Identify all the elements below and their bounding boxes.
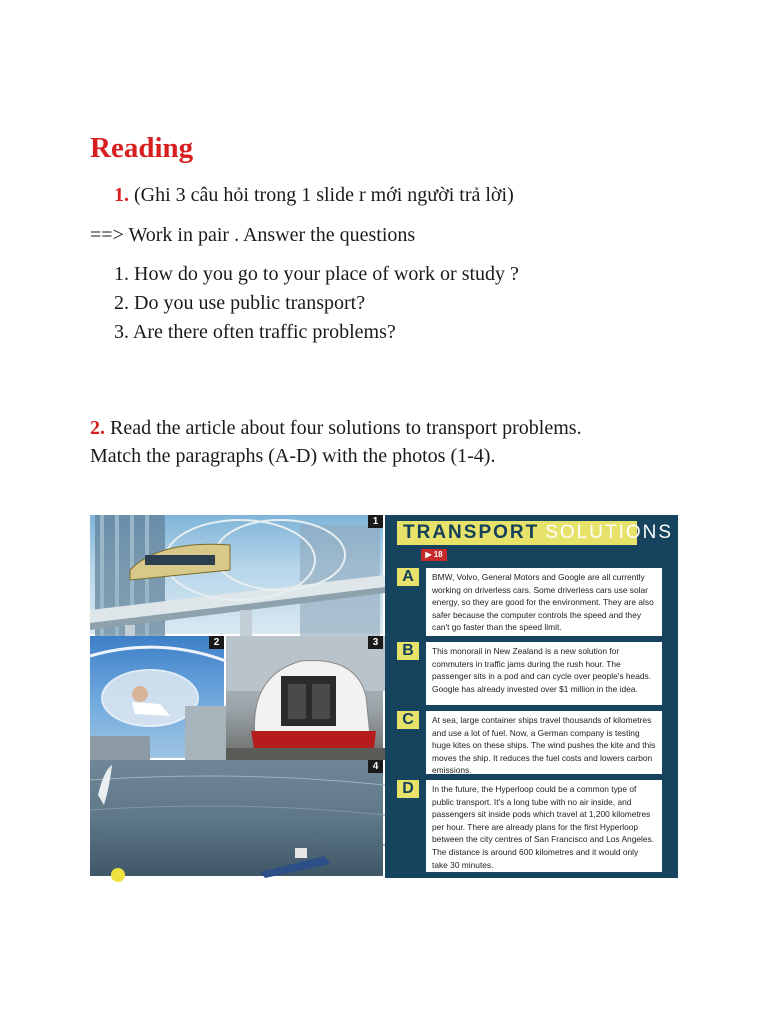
task2-number: 2. (90, 417, 105, 439)
question-3: 3. Are there often traffic problems? (114, 321, 396, 343)
title-sub: SOLUTIONS (545, 522, 674, 543)
textbook-figure (90, 515, 678, 878)
ship-illustration (90, 760, 385, 878)
task2-line2: Match the paragraphs (A-D) with the photos (1-4). (90, 445, 496, 467)
section-heading: Reading (90, 132, 194, 164)
paragraph-letter: C (397, 711, 419, 729)
paragraph-letter: B (397, 642, 419, 660)
photo-driverless-car (226, 636, 385, 760)
task2-line1-text: Read the article about four solutions to transport problems. (110, 417, 582, 439)
article-title (397, 521, 674, 545)
question-1: 1. How do you go to your place of work or study ? (114, 263, 519, 285)
photo-monorail (90, 515, 385, 636)
article-panel (385, 515, 678, 878)
monorail-illustration (90, 515, 385, 636)
track-number: 18 (433, 550, 443, 559)
photo-number-3: 3 (368, 636, 383, 649)
task1-note (114, 183, 514, 207)
paragraph-text: This monorail in New Zealand is a new solution for commuters in traffic jams during the rush hour. The passenger sits in a pod and can cycle over people's heads. Google has already invested over $1 million in the idea. (426, 642, 662, 705)
task1-number: 1. (114, 184, 129, 206)
question-2: 2. Do you use public transport? (114, 292, 366, 314)
photo-number-1: 1 (368, 515, 383, 528)
paragraph-letter: D (397, 780, 419, 798)
task1-instruction: ==> Work in pair . Answer the questions (90, 224, 416, 246)
title-main: TRANSPORT (403, 522, 540, 543)
paragraph-text: In the future, the Hyperloop could be a common type of public transport. It's a long tube with no air inside, and passengers sit inside pods which travel at 1,200 kilometres per hour. There are already plans for the first Hyperloop between the city centres of San Francisco and Los Angeles. The distance is around 600 kilometres and it would only take 30 minutes. (426, 780, 662, 872)
photo-ship-kite (90, 760, 385, 878)
photo-pod (90, 636, 226, 760)
paragraph-text: BMW, Volvo, General Motors and Google are all currently working on driverless cars. Some driverless cars use solar energy, so they are good for the environment. They are also safer because the computer controls the speed and they can't go faster than the speed limit. (426, 568, 662, 636)
paragraph-letter: A (397, 568, 419, 586)
paragraph-text: At sea, large container ships travel thousands of kilometres and use a lot of fuel. Now, a German company is testing huge kites on these ships. The wind pushes the kite and this moves the ship. It reduces the fuel costs and lowers carbon emissions. (426, 711, 662, 774)
task1-note-text: (Ghi 3 câu hỏi trong 1 slide r mới người trả lời) (134, 184, 514, 206)
car-illustration (226, 636, 385, 760)
task2-line1 (90, 416, 582, 440)
pod-illustration (90, 636, 226, 760)
photo-number-2: 2 (209, 636, 224, 649)
photo-number-4: 4 (368, 760, 383, 773)
audio-track-badge: ▶ 18 (421, 549, 447, 561)
